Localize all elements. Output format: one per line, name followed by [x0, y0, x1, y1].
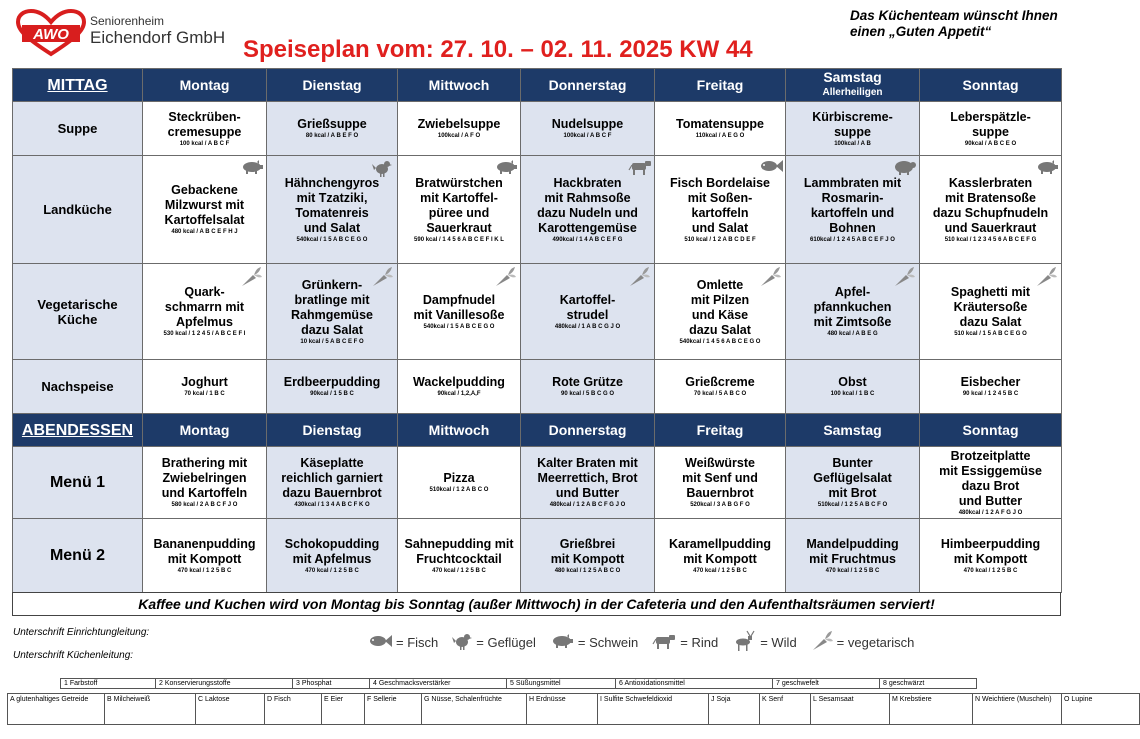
dish-name: Dampfnudel mit Vanillesoße	[413, 292, 505, 322]
dish-kcal: 470 kcal / 1 2 5 B C	[963, 567, 1018, 574]
additive-name: Geschmacksverstärker	[378, 680, 451, 687]
day-header-mittwoch	[398, 414, 521, 447]
legend-item-fisch	[368, 634, 438, 651]
row-menue-1	[13, 447, 1062, 519]
allergen-cell	[196, 694, 265, 725]
dish-name: Bratwürstchen mit Kartoffel- püree und Sauerkraut	[415, 175, 503, 235]
allergen-code: E	[324, 696, 329, 703]
signature-kitchen-label: Unterschrift Küchenleitung:	[13, 650, 134, 661]
dish-cell	[655, 519, 786, 593]
vegetarisch-icon	[240, 267, 262, 285]
dish-cell	[655, 156, 786, 264]
dish-kcal: 90 kcal / 1 2 4 5 B C	[962, 391, 1019, 397]
dish-name: Brathering mit Zwiebelringen und Kartoffeln	[161, 456, 248, 500]
dish-kcal: 540kcal / 1 4 5 6 A B C E G O	[679, 338, 761, 345]
allergen-name: Weichtiere (Muscheln)	[982, 696, 1052, 703]
additive-name: Antioxidationsmittel	[624, 680, 685, 687]
row-landkueche	[13, 156, 1062, 264]
allergen-name: Laktose	[205, 696, 230, 703]
dish-kcal: 520kcal / 3 A B G F O	[690, 502, 750, 508]
dish-name: Sahnepudding mit Fruchtcocktail	[404, 536, 514, 566]
dish-name: Joghurt	[181, 375, 228, 389]
dish-name: Erdbeerpudding	[283, 375, 381, 389]
allergen-cell	[598, 694, 709, 725]
dish-kcal: 100 kcal / A B C F	[179, 140, 230, 147]
dish-kcal: 430kcal / 1 3 4 A B C F K O	[294, 502, 370, 508]
vegetarisch-icon	[1035, 267, 1057, 285]
heart-logo-icon	[16, 10, 86, 56]
dish-kcal: 510 kcal / 1 5 A B C E G O	[954, 331, 1027, 337]
slogan: Das Küchenteam wünscht Ihnen einen „Guten Appetit“	[850, 8, 1058, 39]
schwein-icon	[494, 159, 516, 177]
day-header-sonntag	[920, 69, 1062, 102]
row-label	[13, 264, 143, 360]
rind-icon	[652, 633, 680, 652]
dish-kcal: 480kcal / 1 2 A B C F G J O	[549, 502, 626, 508]
legend-item-vegetarisch	[811, 631, 915, 654]
additive-cell	[880, 679, 977, 689]
signature-facility-label: Unterschrift Einrichtungleitung:	[13, 627, 150, 638]
dish-cell	[267, 156, 398, 264]
allergen-cell	[709, 694, 760, 725]
dish-kcal: 510 kcal / 1 2 3 4 5 6 A B C E F G	[944, 236, 1037, 243]
dish-cell	[521, 447, 655, 519]
allergen-code: K	[762, 696, 767, 703]
day-header-samstag	[786, 69, 920, 102]
dish-kcal: 470 kcal / 1 2 5 B C	[825, 567, 880, 574]
dish-name: Fisch Bordelaise mit Soßen- kartoffeln und Salat	[669, 175, 771, 235]
holiday-label: Allerheiligen	[822, 87, 883, 98]
dish-kcal: 90 kcal / 5 B C G O	[560, 391, 615, 397]
dish-kcal: 70 kcal / 1 B C	[184, 391, 225, 397]
day-header-freitag	[655, 414, 786, 447]
allergen-cell	[811, 694, 890, 725]
dish-cell	[143, 360, 267, 414]
allergen-code: M	[892, 696, 898, 703]
fisch-icon	[759, 159, 781, 177]
dish-kcal: 510 kcal / 1 2 A B C D E F	[684, 236, 756, 243]
allergen-code: H	[529, 696, 535, 703]
dish-kcal: 480 kcal / 1 2 5 A B C O	[554, 567, 621, 574]
legend-label: = Fisch	[396, 635, 439, 650]
row-label	[13, 156, 143, 264]
vegetarisch-icon	[628, 267, 650, 285]
dish-name: Hackbraten mit Rahmsoße dazu Nudeln und Karottengemüse	[537, 175, 638, 235]
allergen-name: Sulfite Schwefeldioxid	[603, 696, 672, 703]
dish-name: Obst	[838, 375, 867, 389]
dish-kcal: 480 kcal / A B C E F H J	[171, 229, 238, 235]
allergen-name: Milcheiweiß	[113, 696, 151, 703]
dish-kcal: 580 kcal / 2 A B C F J O	[171, 502, 238, 508]
allergen-code: J	[711, 696, 715, 703]
vegetarisch-icon	[494, 267, 516, 285]
dish-cell	[655, 264, 786, 360]
row-vegetarische-kueche	[13, 264, 1062, 360]
dish-name: Steckrüben- cremesuppe	[167, 109, 242, 139]
dish-name: Grünkern- bratlinge mit Rahmgemüse dazu Salat	[291, 277, 373, 337]
dish-cell	[920, 360, 1062, 414]
dish-cell	[920, 519, 1062, 593]
dish-name: Käseplatte reichlich garniert dazu Bauernbrot	[281, 456, 383, 500]
allergen-code: F	[367, 696, 372, 703]
dish-cell	[398, 102, 521, 156]
day-label: Dienstag	[302, 76, 362, 93]
dish-kcal: 540kcal / 1 5 A B C E G O	[423, 323, 495, 330]
dish-kcal: 490kcal / 1 4 A B C E F G	[552, 236, 623, 243]
additive-number: 2	[159, 680, 163, 687]
dish-kcal: 480kcal / 1 2 A F G J O	[958, 509, 1023, 516]
allergen-code: D	[267, 696, 273, 703]
row-label	[13, 102, 143, 156]
dish-name: Brotzeitplatte mit Essiggemüse dazu Brot und Butter	[939, 448, 1042, 508]
dish-kcal: 610kcal / 1 2 4 5 A B C E F J O	[810, 236, 895, 243]
day-header-montag	[143, 69, 267, 102]
day-label: Samstag	[823, 421, 882, 438]
day-label: Mittwoch	[428, 421, 490, 438]
row-label-text: Menü 1	[49, 473, 106, 491]
dish-name: Lammbraten mit Rosmarin- kartoffeln und Bohnen	[803, 175, 902, 235]
dish-kcal: 470 kcal / 1 2 5 B C	[693, 567, 747, 574]
coffee-banner: Kaffee und Kuchen wird von Montag bis Sonntag (außer Mittwoch) in der Cafeteria und den Aufenthaltsräumen serviert!	[12, 592, 1061, 616]
allergen-cell	[365, 694, 422, 725]
additive-number: 4	[373, 680, 377, 687]
dish-kcal: 470 kcal / 1 2 5 B C	[177, 567, 232, 574]
dish-kcal: 530 kcal / 1 2 4 5 / A B C E F I	[163, 331, 246, 337]
legend-item-gefluegel	[452, 632, 536, 653]
dish-kcal: 100 kcal / 1 B C	[830, 391, 875, 397]
day-header-montag	[143, 414, 267, 447]
dish-kcal: 100kcal / A F O	[437, 133, 481, 139]
day-label: Dienstag	[302, 421, 362, 438]
schwein-icon	[240, 159, 262, 177]
legend-label: = Geflügel	[476, 635, 536, 650]
dish-name: Kasslerbraten mit Bratensoße dazu Schupfnudeln und Sauerkraut	[932, 175, 1049, 235]
dish-name: Karamellpudding mit Kompott	[668, 536, 772, 566]
dish-cell	[398, 156, 521, 264]
dish-cell	[920, 102, 1062, 156]
mittag-section-title: MITTAG	[13, 69, 143, 102]
dish-name: Grießcreme	[685, 375, 755, 389]
dish-kcal: 70 kcal / 5 A B C O	[693, 391, 747, 397]
dish-cell	[398, 519, 521, 593]
dish-kcal: 90kcal / 1,2,A,F	[437, 391, 481, 397]
abend-header-row	[13, 414, 1062, 447]
vegetarisch-icon	[811, 631, 837, 654]
dish-kcal: 510kcal / 1 2 A B C O	[429, 487, 489, 493]
dish-cell	[267, 360, 398, 414]
dish-cell	[786, 447, 920, 519]
dish-cell	[920, 447, 1062, 519]
dish-cell	[143, 102, 267, 156]
schwein-icon	[550, 633, 578, 652]
allergen-cell	[265, 694, 322, 725]
brand-line1: Seniorenheim	[90, 14, 165, 28]
dish-cell	[655, 447, 786, 519]
dish-kcal: 90kcal / A B C E O	[964, 140, 1017, 147]
day-label: Montag	[179, 421, 230, 438]
additive-cell	[773, 679, 880, 689]
dish-name: Rote Grütze	[552, 375, 623, 389]
page-title: Speiseplan vom: 27. 10. – 02. 11. 2025 KW 44	[243, 36, 753, 63]
dish-cell	[786, 360, 920, 414]
dish-name: Quark- schmarrn mit Apfelmus	[164, 285, 245, 329]
dish-name: Gebackene Milzwurst mit Kartoffelsalat	[164, 183, 245, 227]
allergen-code: B	[107, 696, 112, 703]
dish-kcal: 100kcal / A B C F	[563, 133, 612, 139]
legend-item-rind	[652, 633, 718, 652]
vegetarisch-icon	[893, 267, 915, 285]
allergen-cell	[890, 694, 973, 725]
dish-name: Kürbiscreme- suppe	[812, 109, 893, 139]
day-header-sonntag	[920, 414, 1062, 447]
additive-name: Farbstoff	[69, 680, 98, 687]
allergen-name: Nüsse, Schalenfrüchte	[431, 696, 502, 703]
day-label: Donnerstag	[548, 76, 627, 93]
dish-kcal: 10 kcal / 5 A B C E F O	[300, 338, 364, 345]
mittag-header-row	[13, 69, 1062, 102]
day-header-samstag	[786, 414, 920, 447]
additive-cell	[61, 679, 156, 689]
row-label-text: Vegetarische Küche	[37, 296, 118, 327]
allergen-code: C	[198, 696, 204, 703]
allergen-code: I	[600, 696, 602, 703]
day-label: Donnerstag	[548, 421, 627, 438]
dish-name: Eisbecher	[960, 375, 1021, 389]
legend-label: = Rind	[680, 635, 719, 650]
rind-icon	[628, 159, 650, 177]
allergen-code: A	[10, 696, 15, 703]
dish-cell	[786, 156, 920, 264]
dish-name: Himbeerpudding mit Kompott	[940, 536, 1041, 566]
allergen-cell	[322, 694, 365, 725]
meat-legend	[368, 631, 928, 654]
gefluegel-icon	[452, 632, 476, 653]
additive-name: geschwefelt	[781, 680, 819, 687]
dish-cell	[521, 102, 655, 156]
menu-table	[12, 68, 1062, 593]
dish-cell	[143, 156, 267, 264]
legend-label: = vegetarisch	[836, 635, 915, 650]
row-label	[13, 447, 143, 519]
additive-number: 1	[64, 680, 68, 687]
fisch-icon	[368, 634, 396, 651]
abend-section-title: ABENDESSEN	[13, 414, 143, 447]
allergen-cell	[105, 694, 196, 725]
dish-name: Kartoffel- strudel	[559, 292, 616, 322]
dish-name: Spaghetti mit Kräutersoße dazu Salat	[950, 285, 1031, 329]
legend-item-schwein	[550, 633, 638, 652]
dish-name: Wackelpudding	[413, 375, 505, 389]
legend-label: = Schwein	[577, 635, 639, 650]
dish-name: Grießsuppe	[297, 117, 367, 131]
dish-name: Bunter Geflügelsalat mit Brot	[813, 456, 892, 500]
additive-cell	[507, 679, 616, 689]
row-nachspeise	[13, 360, 1062, 414]
gefluegel-icon	[371, 159, 393, 177]
day-label: Samstag	[823, 69, 882, 85]
additive-number: 7	[776, 680, 780, 687]
additive-name: Phosphat	[301, 680, 332, 687]
additive-name: Süßungsmittel	[515, 680, 561, 687]
day-header-dienstag	[267, 414, 398, 447]
allergens-table	[7, 693, 1140, 725]
allergen-name: Soja	[716, 696, 731, 703]
brand-line2: Eichendorf GmbH	[90, 28, 226, 47]
dish-cell	[143, 264, 267, 360]
dish-cell	[920, 156, 1062, 264]
dish-kcal: 100kcal / A B	[834, 140, 871, 147]
vegetarisch-icon	[371, 267, 393, 285]
dish-name: Tomatensuppe	[676, 117, 764, 131]
day-label: Sonntag	[962, 76, 1019, 93]
vegetarisch-icon	[759, 267, 781, 285]
dish-name: Grießbrei mit Kompott	[550, 536, 625, 566]
dish-cell	[267, 447, 398, 519]
dish-name: Nudelsuppe	[551, 117, 624, 131]
day-label: Sonntag	[962, 421, 1019, 438]
dish-kcal: 510kcal / 1 2 5 A B C F O	[817, 502, 888, 508]
row-label-text: Menü 2	[49, 546, 106, 564]
dish-name: Apfel- pfannkuchen mit Zimtsoße	[813, 285, 892, 329]
day-label: Mittwoch	[428, 76, 490, 93]
allergen-code: O	[1064, 696, 1070, 703]
dish-cell	[521, 519, 655, 593]
additive-number: 5	[510, 680, 514, 687]
additive-name: geschwärzt	[888, 680, 925, 687]
awo-logo	[16, 10, 236, 56]
additive-cell	[293, 679, 370, 689]
dish-kcal: 540kcal / 1 5 A B C E G O	[296, 236, 368, 243]
dish-kcal: 590 kcal / 1 4 5 6 A B C E F I K L	[414, 236, 504, 243]
allergen-code: G	[424, 696, 430, 703]
allergen-cell	[527, 694, 598, 725]
allergen-name: Sesamsaat	[818, 696, 854, 703]
additive-number: 8	[883, 680, 887, 687]
row-label	[13, 519, 143, 593]
day-label: Montag	[179, 76, 230, 93]
additive-name: Konservierungsstoffe	[164, 680, 231, 687]
dish-kcal: 480 kcal / A B E G	[827, 331, 878, 337]
legend-label: = Wild	[760, 635, 797, 650]
row-menue-2	[13, 519, 1062, 593]
dish-cell	[655, 102, 786, 156]
day-label: Freitag	[696, 76, 744, 93]
allergen-name: Sellerie	[373, 696, 397, 703]
allergen-cell	[422, 694, 527, 725]
dish-kcal: 110kcal / A E G O	[695, 133, 745, 139]
dish-cell	[143, 447, 267, 519]
dish-name: Bananenpudding mit Kompott	[153, 536, 256, 566]
dish-cell	[521, 156, 655, 264]
dish-kcal: 470 kcal / 1 2 5 B C	[305, 567, 359, 574]
allergen-code: L	[813, 696, 817, 703]
allergen-name: Lupine	[1071, 696, 1093, 703]
dish-kcal: 480kcal / 1 A B C G J O	[554, 323, 621, 330]
day-label: Freitag	[696, 421, 744, 438]
dish-name: Omlette mit Pilzen und Käse dazu Salat	[689, 277, 751, 337]
legend-item-wild	[732, 631, 796, 654]
dish-name: Schokopudding mit Apfelmus	[284, 536, 380, 566]
allergen-name: Erdnüsse	[536, 696, 566, 703]
allergen-code: N	[975, 696, 981, 703]
dish-name: Leberspätzle- suppe	[950, 109, 1031, 139]
schwein-icon	[1035, 159, 1057, 177]
allergen-name: Senf	[768, 696, 784, 703]
wild-icon	[732, 631, 760, 654]
day-header-freitag	[655, 69, 786, 102]
additive-number: 6	[619, 680, 623, 687]
dish-cell	[267, 102, 398, 156]
dish-cell	[398, 360, 521, 414]
allergen-cell	[760, 694, 811, 725]
allergen-cell	[973, 694, 1062, 725]
dish-cell	[786, 264, 920, 360]
logo-text: AWO	[33, 26, 69, 43]
schaf-icon	[893, 159, 915, 177]
day-header-dienstag	[267, 69, 398, 102]
dish-name: Hähnchengyros mit Tzatziki, Tomatenreis und Salat	[284, 175, 380, 235]
row-suppe	[13, 102, 1062, 156]
additives-table	[60, 678, 977, 689]
dish-name: Weißwürste mit Senf und Bauernbrot	[682, 456, 758, 500]
dish-cell	[267, 519, 398, 593]
dish-cell	[786, 102, 920, 156]
allergen-name: Krebstiere	[899, 696, 932, 703]
allergen-cell	[8, 694, 105, 725]
dish-cell	[521, 264, 655, 360]
dish-cell	[143, 519, 267, 593]
dish-name: Pizza	[443, 471, 475, 485]
allergen-name: Fisch	[274, 696, 291, 703]
dish-cell	[521, 360, 655, 414]
allergen-cell	[1062, 694, 1140, 725]
additive-cell	[156, 679, 293, 689]
dish-cell	[267, 264, 398, 360]
row-label-text: Nachspeise	[41, 379, 114, 394]
dish-cell	[655, 360, 786, 414]
dish-name: Mandelpudding mit Fruchtmus	[806, 536, 899, 566]
additive-cell	[616, 679, 773, 689]
dish-name: Kalter Braten mit Meerrettich, Brot und Butter	[537, 456, 638, 500]
allergen-name: glutenhaltiges Getreide	[16, 696, 89, 703]
dish-kcal: 470 kcal / 1 2 5 B C	[432, 567, 486, 574]
dish-cell	[398, 447, 521, 519]
additive-cell	[370, 679, 507, 689]
day-header-donnerstag	[521, 69, 655, 102]
additive-number: 3	[296, 680, 300, 687]
dish-cell	[920, 264, 1062, 360]
dish-kcal: 90kcal / 1 5 B C	[310, 391, 354, 397]
row-label-text: Suppe	[57, 121, 98, 136]
dish-cell	[398, 264, 521, 360]
dish-name: Zwiebelsuppe	[417, 117, 501, 131]
allergen-name: Eier	[330, 696, 344, 703]
row-label-text: Landküche	[43, 202, 112, 217]
day-header-donnerstag	[521, 414, 655, 447]
dish-cell	[786, 519, 920, 593]
dish-kcal: 80 kcal / A B E F O	[305, 133, 359, 139]
row-label	[13, 360, 143, 414]
day-header-mittwoch	[398, 69, 521, 102]
